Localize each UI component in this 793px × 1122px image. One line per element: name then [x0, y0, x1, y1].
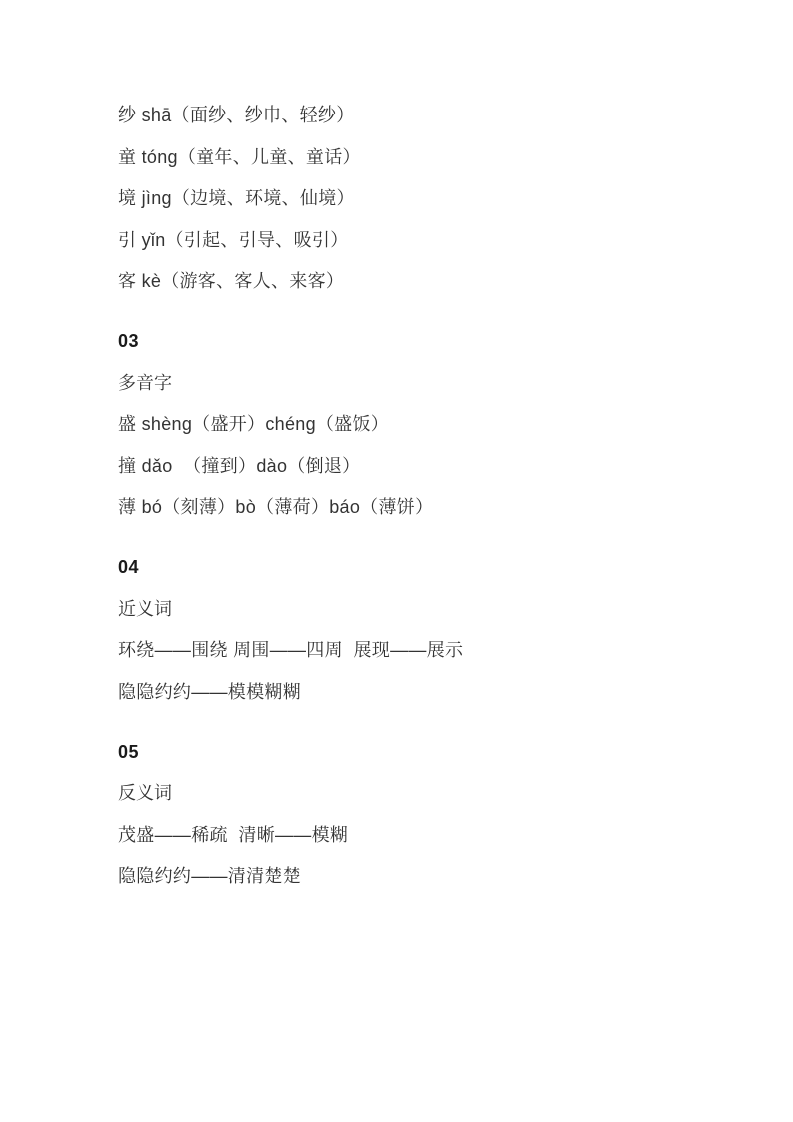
synonym-entry: 隐隐约约——模模糊糊: [118, 681, 301, 702]
word-entry: 境 jìng（边境、环境、仙境）: [118, 188, 355, 208]
antonym-entry: 茂盛——稀疏 清晰——模糊: [118, 824, 349, 845]
section-polyphonic-characters: [118, 332, 713, 516]
section-title: 近义词: [118, 598, 172, 619]
section-number: 04: [118, 557, 140, 577]
section-antonyms: [118, 743, 713, 886]
section-title: 多音字: [118, 372, 172, 393]
section-word-pinyin-list: [118, 106, 713, 290]
polyphonic-entry: 撞 dǎo （撞到）dào（倒退）: [118, 455, 361, 476]
polyphonic-entry: 盛 shèng（盛开）chéng（盛饭）: [118, 414, 390, 434]
section-title: 反义词: [118, 783, 172, 803]
word-entry: 引 yǐn（引起、引导、吸引）: [118, 229, 349, 250]
section-number: 03: [118, 331, 140, 351]
synonym-entry: 环绕——围绕 周围——四周 展现——展示: [118, 640, 464, 660]
word-entry: 纱 shā（面纱、纱巾、轻纱）: [118, 105, 355, 125]
polyphonic-entry: 薄 bó（刻薄）bò（薄荷）báo（薄饼）: [118, 497, 434, 517]
antonym-entry: 隐隐约约——清清楚楚: [118, 866, 301, 886]
section-synonyms: [118, 558, 713, 701]
word-entry: 童 tóng（童年、儿童、童话）: [118, 146, 361, 167]
section-number: 05: [118, 741, 140, 762]
word-entry: 客 kè（游客、客人、来客）: [118, 271, 345, 291]
